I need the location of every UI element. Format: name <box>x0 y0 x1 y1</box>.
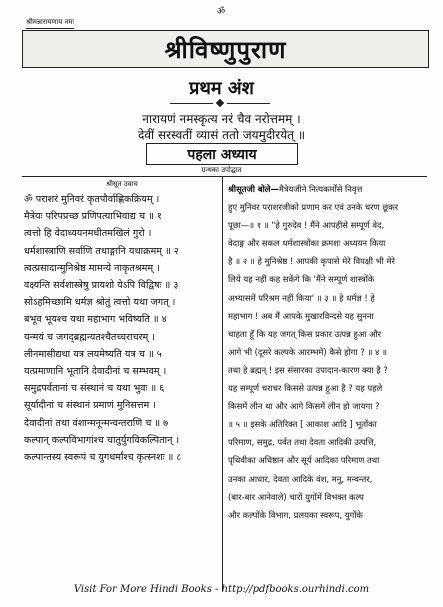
translation-line: किसमें लीन था और आगे किसमें लीन हो जायगा ? <box>228 401 380 412</box>
right-speaker-label: श्रीसूतजी बोले— <box>228 184 279 194</box>
ornament-line-right <box>227 103 270 104</box>
translation-line: पूछा—॥ १ ॥ "हे गुरुदेव ! मैंने आपहीसे सम्पूर्ण वेद, <box>228 220 385 231</box>
chapter-title: पहला अध्याय <box>146 143 298 165</box>
translation-line: वेदाङ्ग और सकल धर्मशास्त्रोंका क्रमशः अध्ययन किया <box>228 238 386 249</box>
sloka-line: यन्मयं च जगद्ब्रह्मन्यतश्चैतच्चराचरम् । <box>24 331 155 343</box>
translation-line: परिमाण, समुद्र, पर्वत तथा देवता आदिकी उत्पत्ति, <box>228 437 377 448</box>
translation-line: महाभाग ! अब मैं आपके मुखारविन्दसे यह सुनना <box>228 310 374 321</box>
translation-line: तथा हे ब्रह्मन् ! इस संसारका उपादान-कारण क्या है ? <box>228 364 388 375</box>
ornament-divider <box>170 99 270 107</box>
translation-line: यह सम्पूर्ण चराचर किससे उत्पन्न हुआ है ? यह पहले <box>228 383 383 394</box>
footer-link-text: Visit For More Hindi Books - http://pdfbooks.ourhindi.com <box>73 584 370 595</box>
sloka-line: सोऽहमिच्छामि धर्मज्ञ श्रोतुं त्वत्तो यथा जगत् । <box>24 297 176 309</box>
title-band <box>22 30 429 68</box>
translation-line: हुए मुनिवर पराशरजीको प्रणाम कर एवं उनके चरण छूकर <box>228 202 399 213</box>
sloka-line: लीनमासीद्यथा यत्र लयमेष्यति यत्र च ॥ ५ <box>24 348 162 360</box>
left-speaker-label: श्रीसूत उवाच <box>106 180 138 188</box>
sloka-line: कल्पान्तस्य स्वरूपं च युगधर्मांश्च कृत्स्नशः ॥ ८ <box>24 452 182 464</box>
translation-line-first <box>228 180 424 198</box>
translation-line: और कल्पोंके विभाग, प्रलयका स्वरूप, युगोंके <box>228 509 363 520</box>
sloka-line: कल्पान् कल्पविभागांश्च चातुर्युगविकल्पितान् । <box>24 434 180 446</box>
translation-line: लिये यह नहीं कह सकेंगे कि 'मैंने सम्पूर्ण शास्त्रोंके <box>228 274 375 285</box>
chapter-subtitle: ग्रन्थका उपोद्घात <box>201 166 242 174</box>
mangalacharan-line-2: देवीं सरस्वतीं व्यासं ततो जयमुदीरयेत् ॥ <box>137 128 306 142</box>
translation-line: चाहता हूँ कि यह जगत् किस प्रकार उत्पन्न हुआ और <box>228 328 382 339</box>
sloka-line: मैत्रेयः परिपप्रच्छ प्रणिपत्याभिवाद्य च ॥ १ <box>24 211 162 223</box>
sloka-line: वक्ष्यन्ति सर्वशास्त्रेषु प्रायशो येऽपि विद्विषः ॥ ३ <box>24 280 179 292</box>
hindi-translation-column <box>228 180 424 524</box>
translation-line: (बार-बार आनेवाले) चारों युगोंमें विभक्त कल्प <box>228 491 364 502</box>
sloka-line: सूर्यादीनां च संस्थानं प्रमाणं मुनिसत्तम । <box>24 400 156 412</box>
part-heading: प्रथम अंश <box>189 78 254 99</box>
translation-line: उनका आधार, देवता आदिके वंश, मनु, मन्वन्तर, <box>228 473 373 484</box>
sloka-line: त्वत्तो हि वेदाध्ययनमधीतमखिलं गुरो । <box>24 228 152 240</box>
translation-line: आगे भी (दूसरे कल्पके आरम्भमें) कैसे होगा ? ॥ ४ ॥ <box>228 346 388 357</box>
ornament-line-left <box>170 103 213 104</box>
mangalacharan-line-1: नारायणं नमस्कृत्य नरं चैव नरोत्तमम् । <box>142 112 301 126</box>
sloka-line: त्वत्प्रसादान्मुनिश्रेष्ठ मामन्ये नाकृतश्रमम् । <box>24 262 160 274</box>
sanskrit-column <box>24 180 220 466</box>
sloka-line: बभूव भूयश्च यथा महाभाग भविष्यति ॥ ४ <box>24 314 167 326</box>
translation-line: है ॥ २ ॥ हे मुनिश्रेष्ठ ! आपकी कृपासे मेरे विपक्षी भी मेरे <box>228 256 395 267</box>
translation-line: ॥ ५ ॥ इसके अतिरिक्त [ आकाश आदि ] भूतोंका <box>228 419 377 430</box>
sloka-line: समुद्रपर्वतानां च संस्थानं च यथा भुवः ॥ ६ <box>24 383 165 395</box>
sloka-line: ॐ पराशरं मुनिवरं कृतपौर्वाह्णिकक्रियम् । <box>24 194 160 205</box>
translation-line: अभ्यासमें परिश्रम नहीं किया' ॥ ३ ॥ हे धर्मज्ञ ! हे <box>228 292 375 303</box>
sloka-line: देवादीनां तथा वंशान्मनून्मन्वन्तराणि च ॥ ७ <box>24 417 169 429</box>
translation-text: मैत्रेयजीने नित्यकर्मोंसे निवृत्त <box>278 184 363 194</box>
diamond-icon <box>216 99 224 107</box>
column-top-rule <box>22 176 427 177</box>
invocation-text: श्रीमन्नारायणाय नमः <box>26 18 74 29</box>
book-title: श्रीविष्णुपुराण <box>164 34 287 64</box>
sloka-line: धर्मशास्त्राणि सर्वाणि तथाङ्गानि यथाक्रमम् ॥ २ <box>24 245 179 257</box>
translation-line: पृथिवीका अधिष्ठान और सूर्य आदिका परिमाण तथा <box>228 455 380 466</box>
column-divider <box>222 176 223 591</box>
om-symbol: ॐ <box>216 7 227 17</box>
sloka-line: यत्प्रमाणानि भूतानि देवादीनां च सम्भवम् । <box>24 366 167 378</box>
